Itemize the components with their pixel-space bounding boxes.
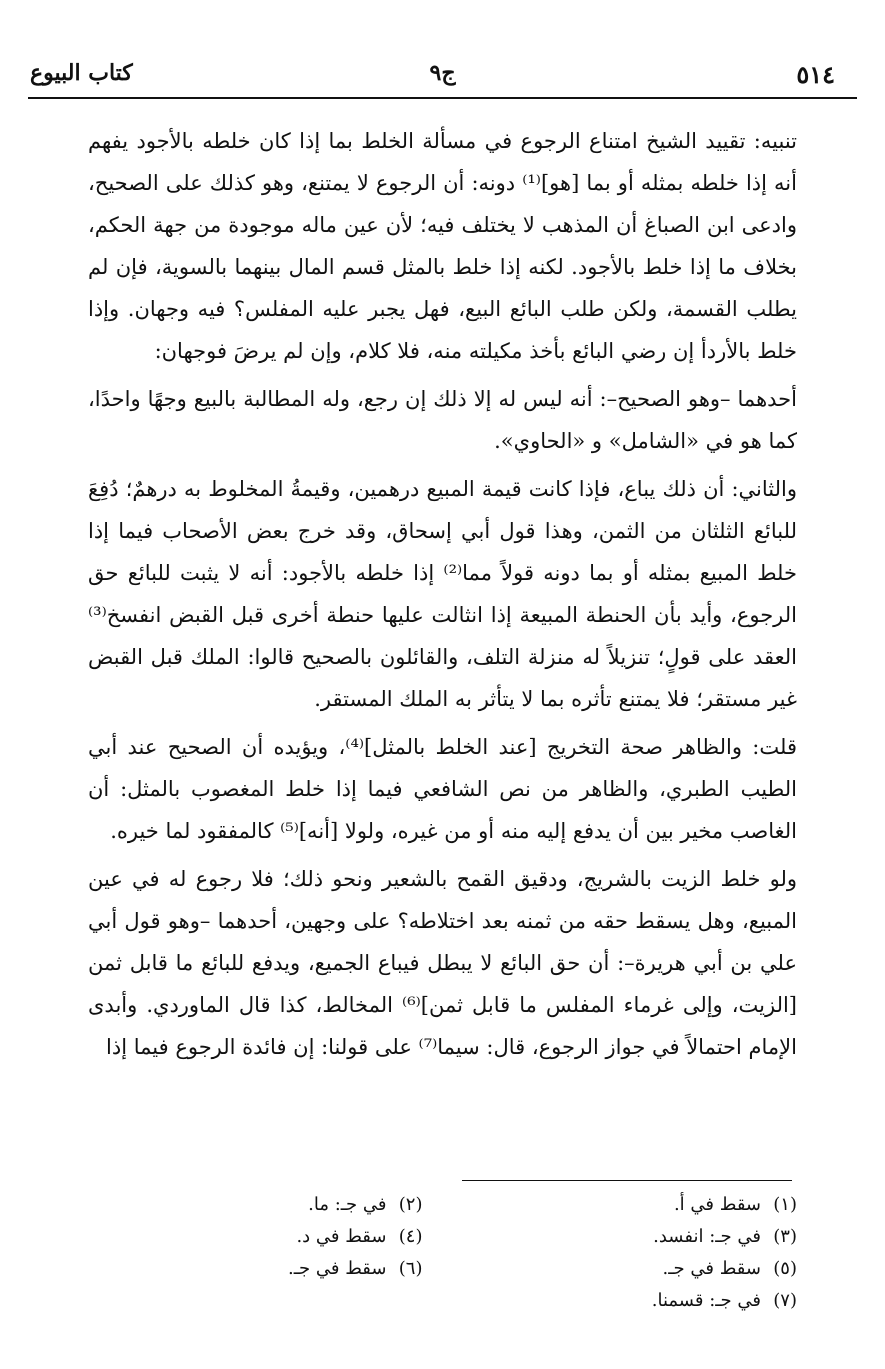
- book-title: كتاب البيوع: [30, 60, 133, 86]
- paragraph-second-opinion: والثاني: أن ذلك يباع، فإذا كانت قيمة المبيع درهمين، وقيمةُ المخلوط به درهمٌ؛ دُفِعَ للبائع الثلثان من الثمن، وهذا قول أبي إسحاق، وقد خرج بعض الأصحاب فيما إذا خلط المبيع بمثله أو بما دونه قولاً مما⁽²⁾ إذا خلطه بالأجود: أنه لا يثبت للبائع حق الرجوع، وأيد بأن الحنطة المبيعة إذا انثالت عليها حنطة أخرى قبل القبض انفسخ⁽³⁾ العقد على قولٍ؛ تنزيلاً له منزلة التلف، والقائلون بالصحيح قالوا: الملك قبل القبض غير مستقر؛ فلا يمتنع تأثره بما لا يتأثر به الملك المستقر.: [88, 477, 797, 711]
- footnote-item: (١)سقط في أ.: [673, 1194, 797, 1215]
- paragraph-tanbih: تنبيه: تقييد الشيخ امتناع الرجوع في مسألة الخلط بما إذا كان خلطه بالأجود يفهم أنه إذا خلطه بمثله أو بما [هو]⁽¹⁾ دونه: أن الرجوع لا يمتنع، وهو كذلك على الصحيح، وادعى ابن الصباغ أن المذهب لا يختلف فيه؛ لأن عين ماله موجودة من جهة الحكم، بخلاف ما إذا خلط بالأجود. لكنه إذا خلط بالمثل قسم المال بينهما بالسوية، فإن لم يطلب القسمة، ولكن طلب البائع البيع، فهل يجبر عليه المفلس؟ فيه وجهان. وإذا خلط بالأردأ إن رضي البائع بأخذ مكيلته منه، فلا كلام، وإن لم يرضَ فوجهان:: [88, 129, 797, 363]
- paragraph-qultu: قلت: والظاهر صحة التخريج [عند الخلط بالمثل]⁽⁴⁾، ويؤيده أن الصحيح عند أبي الطيب الطبري، والظاهر من نص الشافعي فيما إذا خلط المغصوب بالمثل: أن الغاصب مخير بين أن يدفع إليه منه أو من غيره، ولولا [أنه]⁽⁵⁾ كالمفقود لما خيره.: [88, 735, 797, 843]
- paragraph-first-opinion: أحدهما –وهو الصحيح–: أنه ليس له إلا ذلك إن رجع، وله المطالبة بالبيع وجهًا واحدًا، كما هو في «الشامل» و «الحاوي».: [88, 387, 797, 453]
- footnotes: [88, 1190, 797, 1316]
- page-header: [30, 52, 855, 92]
- footnote-item: (٦)سقط في جـ.: [288, 1258, 423, 1279]
- footnote-item: (٥)سقط في جـ.: [662, 1258, 797, 1279]
- header-divider: [28, 97, 857, 99]
- footnote-divider: [462, 1180, 792, 1181]
- volume-label: ج٩: [429, 60, 456, 86]
- main-text: [88, 120, 797, 1074]
- footnote-item: (٧)في جـ: قسمنا.: [651, 1290, 797, 1311]
- footnote-item: (٣)في جـ: انفسد.: [653, 1226, 797, 1247]
- footnote-item: (٢)في جـ: ما.: [308, 1194, 423, 1215]
- paragraph-oil-mixing: ولو خلط الزيت بالشريج، ودقيق القمح بالشعير ونحو ذلك؛ فلا رجوع له في عين المبيع، وهل يسقط حقه من ثمنه بعد اختلاطه؟ على وجهين، أحدهما –وهو قول أبي علي بن أبي هريرة–: أن حق البائع لا يبطل فيباع الجميع، ويدفع للبائع ما قابل ثمن [الزيت، وإلى غرماء المفلس ما قابل ثمن]⁽⁶⁾ المخالط، كذا قال الماوردي. وأبدى الإمام احتمالاً في جواز الرجوع، قال: سيما⁽⁷⁾ على قولنا: إن فائدة الرجوع فيما إذا: [88, 867, 797, 1059]
- footnote-item: (٤)سقط في د.: [296, 1226, 423, 1247]
- page-number: ٥١٤: [796, 60, 835, 89]
